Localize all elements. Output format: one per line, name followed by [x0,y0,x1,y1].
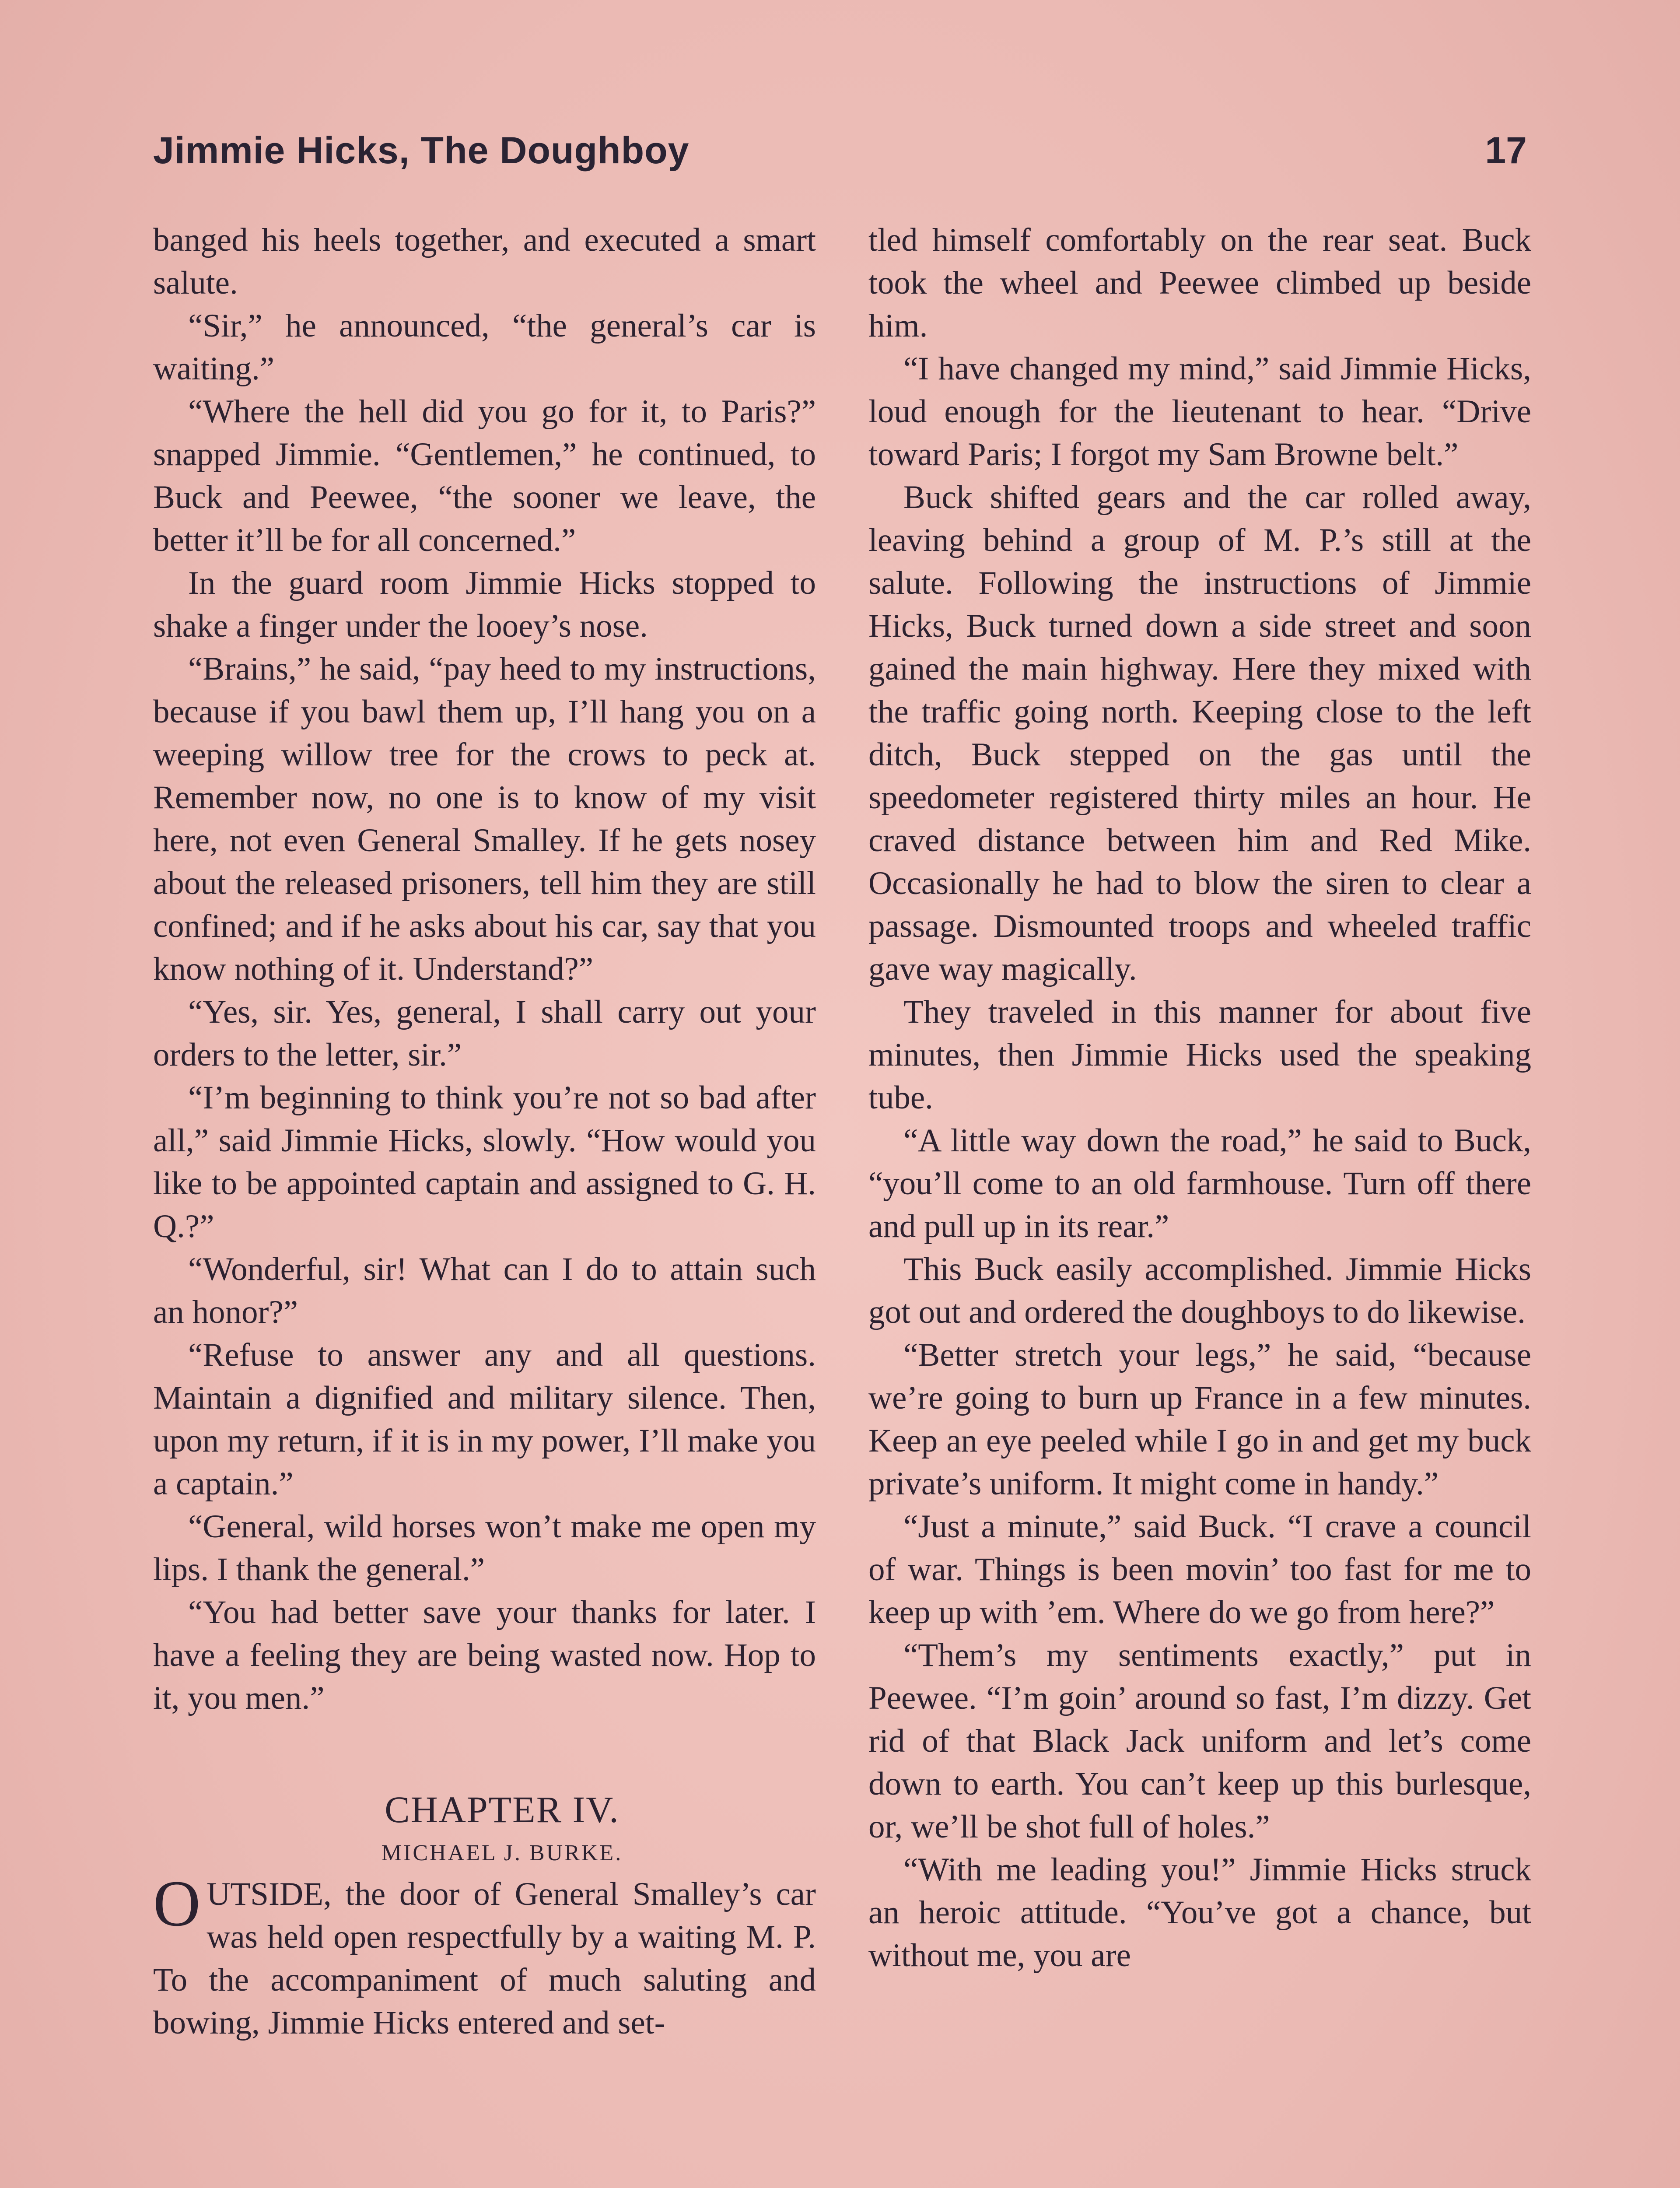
paragraph: This Buck easily accomplished. Jimmie Hicks got out and ordered the doughboys to do likewise. [868,1251,1531,1330]
paragraph: In the guard room Jimmie Hicks stopped to shake a finger under the looey’s nose. [153,565,816,644]
paragraph: “Better stretch your legs,” he said, “because we’re going to burn up France in a few minutes. Keep an eye peeled while I go in and get my buck private’s uniform. It might come in handy.” [868,1337,1531,1502]
paragraph: “Where the hell did you go for it, to Paris?” snapped Jimmie. “Gentlemen,” he continued, to Buck and Peewee, “the sooner we leave, the better it’ll be for all concerned.” [153,393,816,558]
paragraph: “Wonderful, sir! What can I do to attain such an honor?” [153,1251,816,1330]
page-number: 17 [1485,130,1527,172]
paragraph: “With me leading you!” Jimmie Hicks struck an heroic attitude. “You’ve got a chance, but without me, you are [868,1851,1531,1974]
paragraph: “Refuse to answer any and all questions. Maintain a dignified and military silence. Then, upon my return, if it is in my power, I’ll make you a captain.” [153,1337,816,1502]
paragraph: “You had better save your thanks for later. I have a feeling they are being wasted now. Hop to it, you men.” [153,1594,816,1716]
paragraph: “Yes, sir. Yes, general, I shall carry out your orders to the letter, sir.” [153,994,816,1073]
chapter-author: MICHAEL J. BURKE. [381,1841,623,1865]
paragraph: banged his heels together, and executed a smart salute. [153,222,816,301]
paragraph: Buck shifted gears and the car rolled away, leaving behind a group of M. P.’s still at the salute. Following the instructions of Jimmie Hicks, Buck turned down a side street and soon gained the main highway. Here they mixed with the traffic going north. Keeping close to the left ditch, Buck stepped on the gas until the speedometer registered thirty miles an hour. He craved distance between him and Red Mike. Occasionally he had to blow the siren to clear a passage. Dismounted troops and wheeled traffic gave way magically. [868,479,1531,987]
chapter-heading [153,1785,816,1873]
paragraph: “Them’s my sentiments exactly,” put in Peewee. “I’m goin’ around so fast, I’m dizzy. Get rid of that Black Jack uniform and let’s come down to earth. You can’t keep up this burlesque, or, we’ll be shot full of holes.” [868,1637,1531,1845]
right-column [868,219,1531,1977]
chapter-title: CHAPTER IV. [385,1788,620,1830]
left-column [153,219,816,2044]
paragraph: “Just a minute,” said Buck. “I crave a council of war. Things is been movin’ too fast for me to keep up with ’em. Where do we go from here?” [868,1508,1531,1630]
paragraph: “General, wild horses won’t make me open my lips. I thank the general.” [153,1508,816,1588]
chapter-opening-paragraph [153,1867,816,2044]
paragraph: “A little way down the road,” he said to Buck, “you’ll come to an old farmhouse. Turn off there and pull up in its rear.” [868,1122,1531,1245]
paragraph: “I’m beginning to think you’re not so bad after all,” said Jimmie Hicks, slowly. “How would you like to be appointed captain and assigned to G. H. Q.?” [153,1080,816,1245]
paragraph: They traveled in this manner for about five minutes, then Jimmie Hicks used the speaking tube. [868,994,1531,1116]
paragraph: “Sir,” he announced, “the general’s car is waiting.” [153,308,816,387]
paragraph: tled himself comfortably on the rear seat. Buck took the wheel and Peewee climbed up beside him. [868,222,1531,344]
drop-cap: O [153,1867,201,1940]
paragraph: “I have changed my mind,” said Jimmie Hicks, loud enough for the lieutenant to hear. “Drive toward Paris; I forgot my Sam Browne belt.” [868,351,1531,473]
running-head-title: Jimmie Hicks, The Doughboy [153,130,690,172]
paragraph: “Brains,” he said, “pay heed to my instructions, because if you bawl them up, I’ll hang you on a weeping willow tree for the crows to peck at. Remember now, no one is to know of my visit here, not even General Smalley. If he gets nosey about the released prisoners, tell him they are still confined; and if he asks about his car, say that you know nothing of it. Understand?” [153,651,816,987]
chapter-opening-text: UTSIDE, the door of General Smalley’s car was held open respectfully by a waiting M. P. To the accompaniment of much saluting and bowing, Jimmie Hicks entered and set- [153,1876,816,2041]
